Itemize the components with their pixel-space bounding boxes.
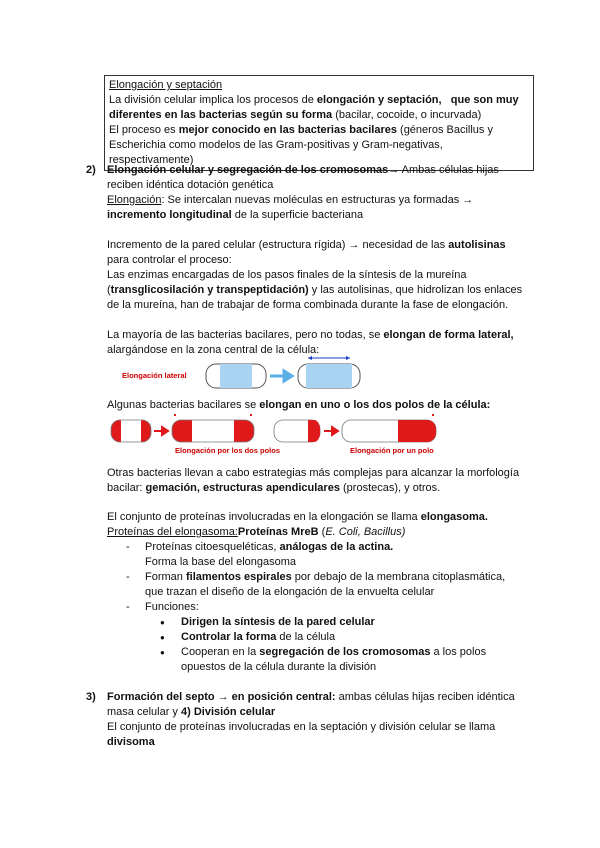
para-autolisinas-2: para controlar el proceso: (107, 254, 232, 266)
list-dash: - (126, 541, 130, 553)
lateral-elongation-figure (200, 355, 380, 395)
elongation-def: Elongación: Se intercalan nuevas moléculas en estructuras ya formadas → (107, 194, 474, 206)
para-mreb: Proteínas del elongasoma:Proteínas MreB (E. Coli, Bacillus) (107, 526, 406, 538)
arrow-icon (154, 427, 168, 435)
box-line-1: La división celular implica los procesos de elongación y septación, que son muy (109, 94, 519, 106)
list-item-1b: Forma la base del elongasoma (145, 556, 297, 568)
para-enzimas-2: (transglicosilación y transpeptidación) y las autolisinas, que hidrolizan los enlaces (107, 284, 523, 296)
list-item-3: Funciones: (145, 601, 199, 613)
list-dash: - (126, 571, 130, 583)
section-2-heading: Elongación celular y segregación de los cromosomas→ Ambas células hijas (107, 164, 499, 176)
para-elongasoma: El conjunto de proteínas involucradas en la elongación se llama elongasoma. (107, 511, 488, 523)
section-2-heading-2: reciben idéntica dotación genética (107, 179, 274, 191)
polar-elongation-figure (108, 412, 438, 446)
bullet-icon: ● (160, 618, 165, 627)
elongation-def-2: incremento longitudinal de la superficie bacteriana (107, 209, 364, 221)
para-lateral: La mayoría de las bacterias bacilares, pero no todas, se elongan de forma lateral, (107, 329, 514, 341)
para-poles: Algunas bacterias bacilares se elongan en uno o los dos polos de la célula: (107, 399, 491, 411)
cell-short-center (220, 364, 252, 388)
para-enzimas-3: de la mureína, han de trabajar de forma combinada durante la fase de elongación. (107, 299, 509, 311)
section-3-heading: Formación del septo → en posición central: ambas células hijas reciben idéntica (107, 691, 515, 703)
box-line-2: diferentes en las bacterias según su forma (bacilar, cocoide, o incurvada) (109, 109, 482, 121)
cell-long-center (306, 364, 352, 388)
bullet-3b: opuestos de la célula durante la división (181, 661, 377, 673)
bullet-1: Dirigen la síntesis de la pared celular (181, 616, 375, 628)
bullet-icon: ● (160, 648, 165, 657)
list-item-2b: que trazan el diseño de la elongación de la envuelta celular (145, 586, 435, 598)
para-other-2: bacilar: gemación, estructuras apendiculares (prostecas), y otros. (107, 482, 441, 494)
fig1-label: Elongación lateral (122, 371, 187, 380)
fig2-label-a: Elongación por los dos polos (175, 446, 281, 455)
fig2-label-b: Elongación por un polo (350, 446, 434, 455)
para-enzimas: Las enzimas encargadas de los pasos finales de la síntesis de la mureína (107, 269, 467, 281)
section-3-heading-2: masa celular y 4) División celular (107, 706, 276, 718)
list-dash: - (126, 601, 130, 613)
box-line-3: El proceso es mejor conocido en las bacterias bacilares (géneros Bacillus y (109, 124, 493, 136)
section-3-para-2: divisoma (107, 736, 155, 748)
bullet-3: Cooperan en la segregación de los cromosomas a los polos (181, 646, 487, 658)
section-3-number: 3) (86, 691, 96, 703)
box-line-4: Escherichia como modelos de las Gram-positivas y Gram-negativas, respectivamente) (109, 139, 443, 166)
arrow-icon (324, 427, 338, 435)
section-2-number: 2) (86, 164, 96, 176)
para-autolisinas: Incremento de la pared celular (estructura rígida) → necesidad de las autolisinas (107, 239, 506, 251)
box-title: Elongación y septación (109, 79, 223, 91)
bullet-2: Controlar la forma de la célula (181, 631, 336, 643)
section-3-para: El conjunto de proteínas involucradas en la septación y división celular se llama (107, 721, 496, 733)
summary-box (104, 75, 534, 171)
list-item-2: Forman filamentos espirales por debajo de la membrana citoplasmática, (145, 571, 506, 583)
list-item-1: Proteínas citoesqueléticas, análogas de la actina. (145, 541, 394, 553)
para-other: Otras bacterias llevan a cabo estrategias más complejas para alcanzar la morfología (107, 467, 520, 479)
bullet-icon: ● (160, 633, 165, 642)
para-lateral-2: alargándose en la zona central de la célula: (107, 344, 320, 356)
arrow-icon (270, 371, 292, 381)
